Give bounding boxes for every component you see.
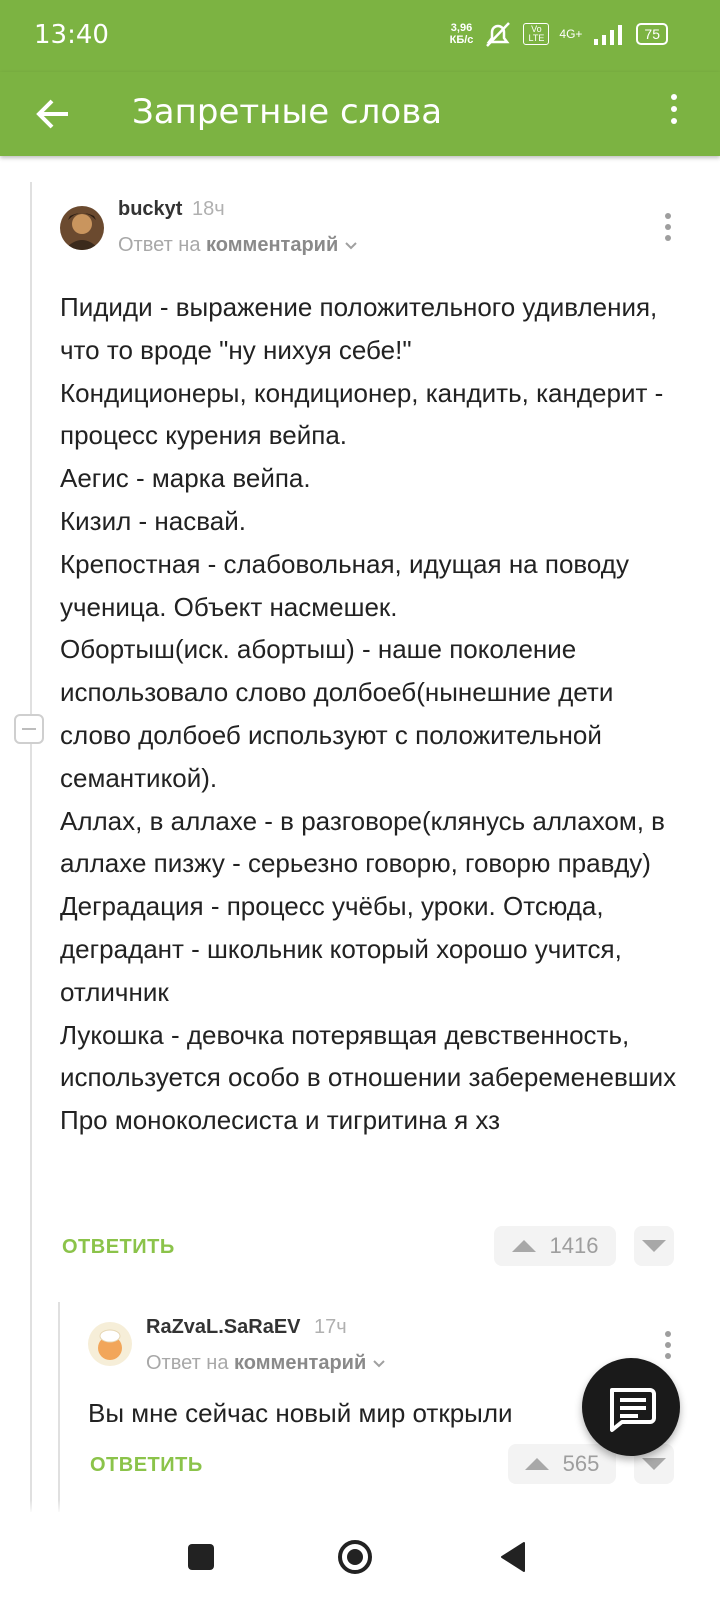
volte-badge: Vo LTE [523,23,549,45]
status-icons [450,20,668,48]
thread-line[interactable] [30,182,32,1512]
content-fade [0,1500,720,1514]
battery-icon [636,23,668,45]
reply-thread-line[interactable] [58,1302,60,1512]
reply-time: 17ч [314,1316,347,1338]
comment-icon [582,1358,680,1456]
reply-rating: 565 [562,1451,600,1476]
reply-avatar-image [88,1322,132,1366]
status-bar [0,0,720,72]
upvote-icon[interactable] [512,1240,536,1252]
comment-time: 18ч [192,198,225,220]
write-comment-button[interactable] [582,1358,680,1456]
home-icon[interactable] [336,1538,374,1576]
reply-reply-to-target: комментарий [234,1352,367,1374]
avatar-image [60,206,104,250]
network-type: 4G+ [559,27,583,41]
net-speed: 3,96 КБ/с [449,22,474,46]
avatar[interactable] [60,206,104,250]
reply-author[interactable]: RaZvaL.SaRaEV [146,1316,301,1338]
comment-text: Пидиди - выражение положительного удивления, что то вроде "ну нихуя себе!" Кондиционеры, кондиционер, кандить, кандерит - процесс курения вейпа. Аегис - марка вейпа. Кизил - насвай. Крепостная - слабовольная, идущая на поводу ученица. Объект насмешек. Обортыш(иск. абортыш) - наше поколение использовало слово долбоеб(нынешние дети слово долбоеб используют с положительной семантикой). Аллах, в аллахе - в разговоре(клянусь аллахом, в аллахе пизжу - серьезно говорю, говорю правду) Деградация - процесс учёбы, уроки. Отсюда, деградант - школьник который хорошо учится, отличник Лукошка - девочка потерявщая девственность, используется особо в отношении забеременевших Про моноколесиста и тигритина я хз [60,292,677,1136]
reply-text: Вы мне сейчас новый мир открыли [88,1398,513,1428]
status-time: 13:40 [34,20,109,50]
reply-to-link[interactable] [118,234,358,257]
recent-apps-icon[interactable] [188,1544,214,1570]
reply-avatar[interactable] [88,1322,132,1366]
vote-box [494,1226,616,1266]
alarm-off-icon [483,20,513,48]
downvote-button[interactable] [634,1226,674,1266]
reply-downvote-icon [642,1458,666,1470]
chevron-down-icon [344,241,358,251]
comment-more-icon[interactable] [660,208,676,246]
chevron-down-icon [372,1359,386,1369]
reply-button[interactable]: ОТВЕТИТЬ [62,1236,175,1258]
arrow-left-icon[interactable] [30,90,78,138]
nav-back-icon[interactable] [498,1540,528,1574]
more-vertical-icon[interactable] [664,88,684,140]
reply-reply-to-prefix: Ответ на [146,1352,229,1374]
signal-icon [592,23,626,45]
comment-rating: 1416 [549,1233,599,1258]
comment-author[interactable]: buckyt [118,198,183,220]
system-nav-bar [0,1514,720,1600]
reply-to-prefix: Ответ на [118,234,201,256]
battery-level: 75 [644,26,660,42]
reply-reply-to-link[interactable] [146,1352,386,1375]
app-bar [0,72,720,156]
reply-reply-button[interactable]: ОТВЕТИТЬ [90,1454,203,1476]
downvote-icon [642,1240,666,1252]
reply-to-target: комментарий [206,234,339,256]
reply-upvote-icon[interactable] [525,1458,549,1470]
minus-icon[interactable] [14,714,44,744]
page-title: Запретные слова [132,92,443,132]
